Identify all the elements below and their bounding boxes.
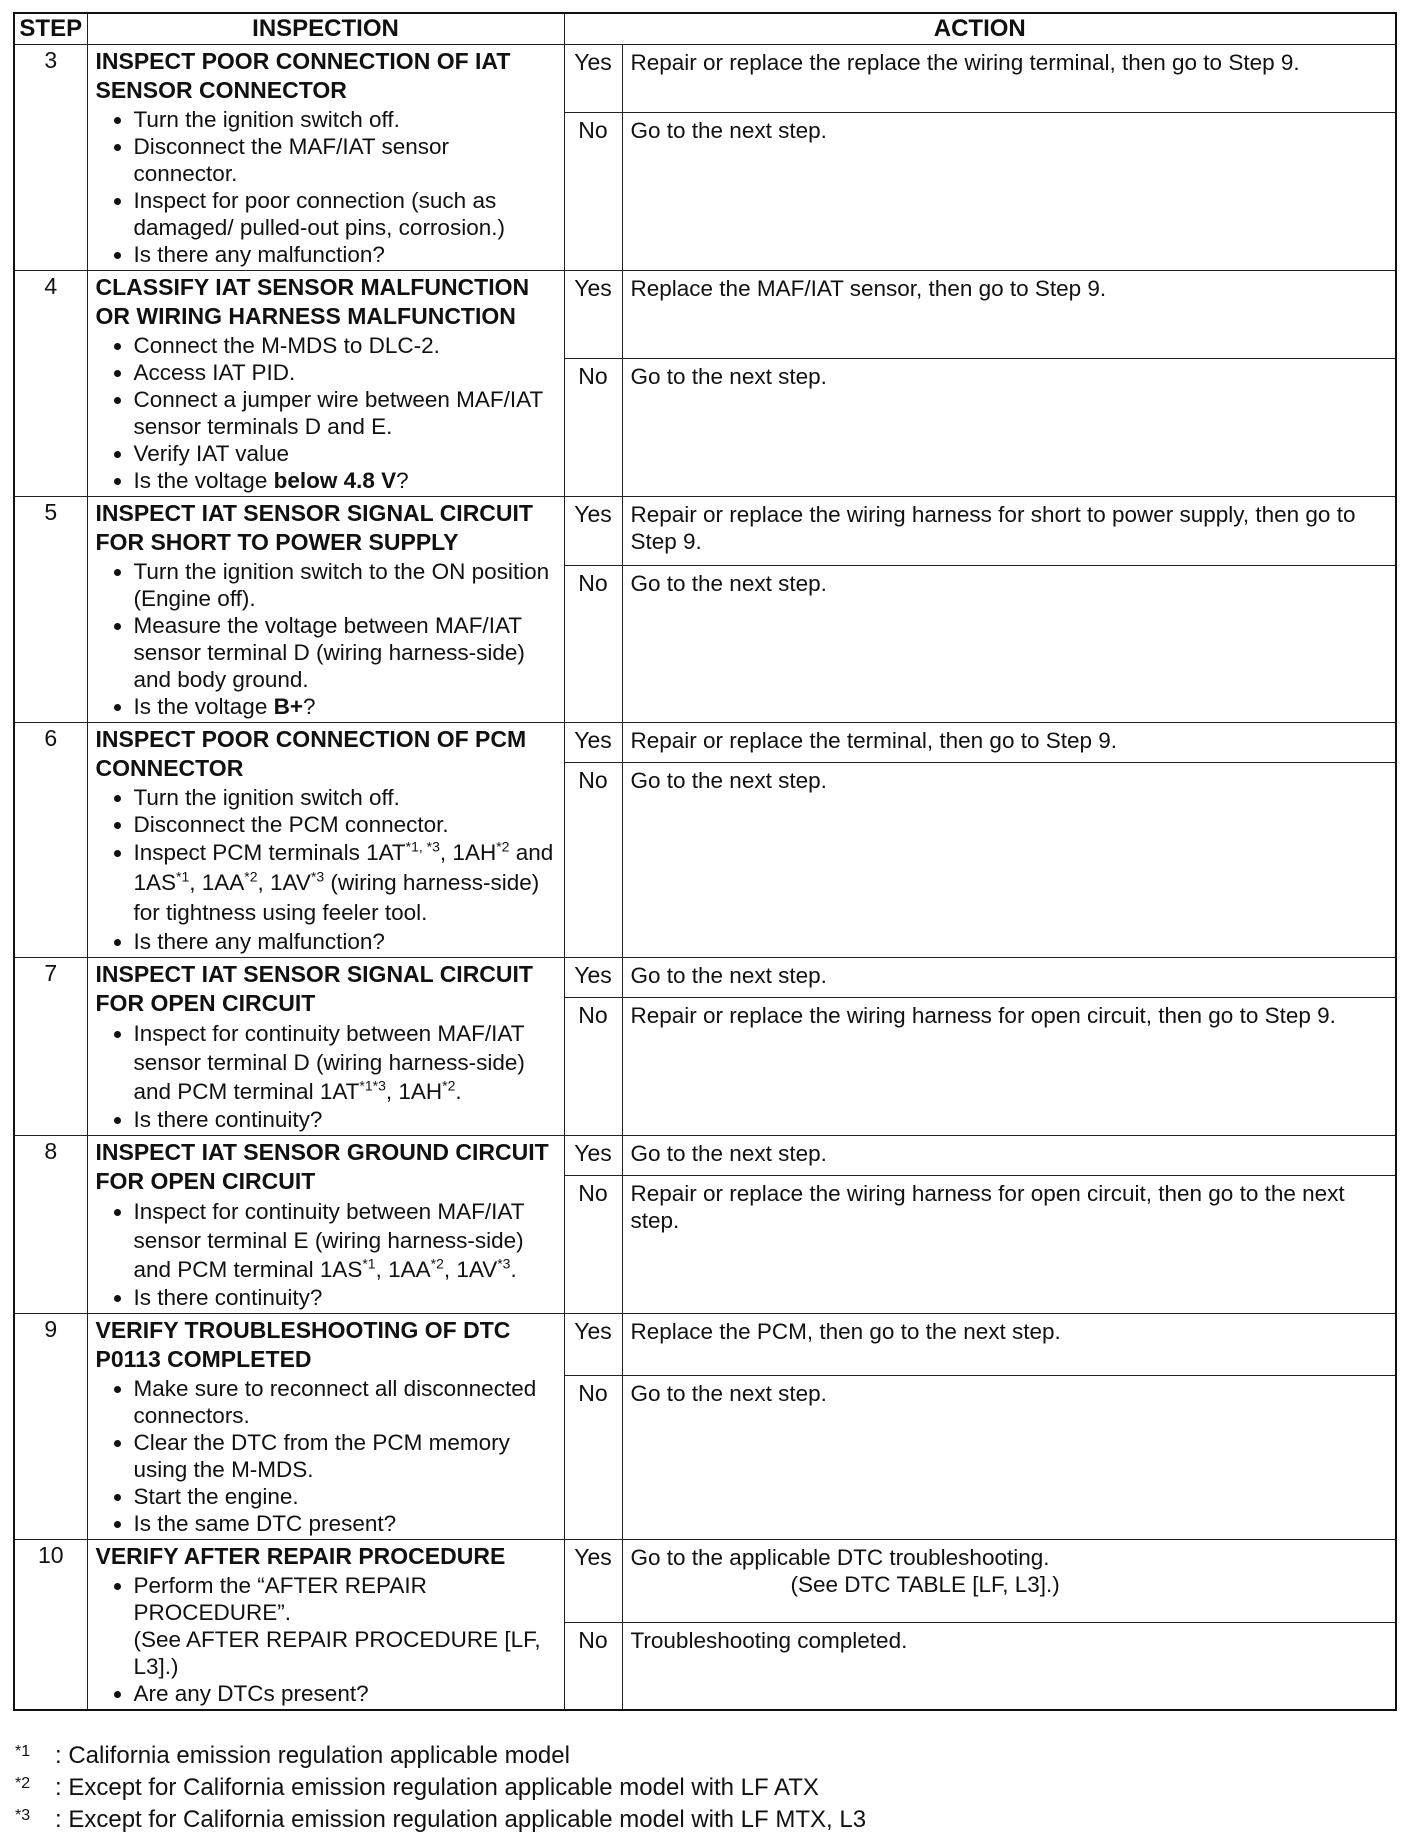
step-number: 10 xyxy=(14,1540,87,1711)
bullet: • Is there continuity? xyxy=(134,1284,556,1311)
inspection-cell xyxy=(87,271,564,497)
inspection-cell xyxy=(87,1314,564,1540)
footnote xyxy=(13,1804,866,1836)
step-4-yes-row xyxy=(14,271,1396,359)
yes-label: Yes xyxy=(564,958,622,998)
no-action: Go to the next step. xyxy=(622,566,1396,723)
yes-label: Yes xyxy=(564,45,622,113)
bullet: • Turn the ignition switch to the ON position (Engine off). xyxy=(134,558,556,612)
step-number: 7 xyxy=(14,958,87,1136)
step-5-yes-row xyxy=(14,497,1396,566)
bullet-text: , 1AH xyxy=(439,840,497,865)
bullet: • Connect a jumper wire between MAF/IAT sensor terminals D and E. xyxy=(134,386,556,440)
bullet: • Access IAT PID. xyxy=(134,359,556,386)
bullet-text: Is the voltage xyxy=(133,694,274,719)
bullet: • Connect the M-MDS to DLC-2. xyxy=(134,332,556,359)
footnote-ref: *2 xyxy=(244,868,258,885)
bullet: • Is there continuity? xyxy=(134,1106,556,1133)
footnote-text: : Except for California emission regulation applicable model with LF MTX, L3 xyxy=(55,1806,867,1833)
bullet-text: , 1AV xyxy=(443,1257,498,1282)
footnote-ref: *3 xyxy=(310,868,325,885)
bullet xyxy=(134,1019,556,1106)
bullet-text: . xyxy=(455,1079,462,1104)
bullet xyxy=(134,1197,556,1284)
step-number: 4 xyxy=(14,271,87,497)
bullet-text: Inspect for continuity between MAF/IAT sensor terminal D (wiring harness-side) and PCM terminal 1AT xyxy=(133,1021,525,1104)
yes-label: Yes xyxy=(564,1540,622,1623)
action-header: ACTION xyxy=(564,13,1396,45)
bullet-text: . xyxy=(510,1257,517,1282)
footnote xyxy=(13,1772,866,1804)
footnote-ref: *1, *3 xyxy=(405,838,440,855)
bullet: • Is there any malfunction? xyxy=(134,928,556,955)
inspection-bullets xyxy=(96,106,556,268)
bullet-text: Inspect for continuity between MAF/IAT sensor terminal E (wiring harness-side) and PCM terminal 1AS xyxy=(133,1199,525,1282)
yes-action-cell xyxy=(622,1540,1396,1623)
bullet xyxy=(134,838,556,928)
yes-label: Yes xyxy=(564,1136,622,1176)
no-action: Go to the next step. xyxy=(622,112,1396,270)
inspection-cell xyxy=(87,1540,564,1711)
inspection-title: VERIFY AFTER REPAIR PROCEDURE xyxy=(95,1543,506,1569)
inspection-bullets xyxy=(96,784,556,955)
footnote xyxy=(13,1740,866,1772)
bullet: • Disconnect the PCM connector. xyxy=(134,811,556,838)
inspection-cell xyxy=(87,958,564,1136)
bullet: • Measure the voltage between MAF/IAT sensor terminal D (wiring harness-side) and body ground. xyxy=(134,612,556,693)
inspection-title: INSPECT POOR CONNECTION OF PCM CONNECTOR xyxy=(95,726,527,781)
yes-label: Yes xyxy=(564,1314,622,1376)
bullet xyxy=(134,467,556,494)
inspection-title: VERIFY TROUBLESHOOTING OF DTC P0113 COMPLETED xyxy=(95,1317,511,1372)
bullet: • Verify IAT value xyxy=(134,440,556,467)
inspection-bullets xyxy=(96,1572,556,1707)
inspection-cell xyxy=(87,497,564,723)
inspection-header: INSPECTION xyxy=(87,13,564,45)
document-page xyxy=(13,12,1395,1711)
no-action: Go to the next step. xyxy=(622,359,1396,497)
step-header: STEP xyxy=(14,13,87,45)
no-label: No xyxy=(564,359,622,497)
bullet-text: Is the voltage xyxy=(133,468,274,493)
yes-action: Go to the next step. xyxy=(622,1136,1396,1176)
no-label: No xyxy=(564,763,622,958)
no-label: No xyxy=(564,1175,622,1313)
bullet-text: ? xyxy=(396,468,409,493)
inspection-bullets xyxy=(96,1375,556,1537)
footnote-text: : Except for California emission regulation applicable model with LF ATX xyxy=(55,1774,819,1801)
inspection-bullets xyxy=(96,558,556,720)
inspection-cell xyxy=(87,1136,564,1314)
footnote-text: : California emission regulation applicable model xyxy=(55,1742,570,1769)
footnote-ref: *2 xyxy=(430,1255,444,1272)
footnote-ref: *2 xyxy=(442,1077,456,1094)
inspection-bullets xyxy=(96,332,556,494)
bullet-text: , 1AH xyxy=(385,1079,443,1104)
footnote-mark: *1 xyxy=(15,1743,31,1760)
footnote-mark: *3 xyxy=(15,1807,31,1824)
bullet: • Disconnect the MAF/IAT sensor connector. xyxy=(134,133,556,187)
inspection-title: CLASSIFY IAT SENSOR MALFUNCTION OR WIRING HARNESS MALFUNCTION xyxy=(95,274,530,329)
no-label: No xyxy=(564,1623,622,1710)
yes-action: Go to the next step. xyxy=(622,958,1396,998)
yes-label: Yes xyxy=(564,723,622,763)
troubleshooting-table xyxy=(13,12,1397,1711)
inspection-title: INSPECT IAT SENSOR SIGNAL CIRCUIT FOR OPEN CIRCUIT xyxy=(95,961,533,1016)
bullet-text: and 1AS xyxy=(133,840,554,895)
footnote-ref: *1*3 xyxy=(359,1077,386,1094)
dtc-table-link[interactable]: (See DTC TABLE [LF, L3].) xyxy=(790,1572,1060,1597)
yes-action: Repair or replace the wiring harness for short to power supply, then go to Step 9. xyxy=(622,497,1396,566)
no-label: No xyxy=(564,1375,622,1539)
yes-action: Replace the MAF/IAT sensor, then go to Step 9. xyxy=(622,271,1396,359)
bullet: • Is the same DTC present? xyxy=(134,1510,556,1537)
bullet-text: Inspect PCM terminals 1AT xyxy=(133,840,406,865)
step-10-yes-row xyxy=(14,1540,1396,1623)
bullet: • Make sure to reconnect all disconnected connectors. xyxy=(134,1375,556,1429)
bullet: • Is there any malfunction? xyxy=(134,241,556,268)
step-number: 5 xyxy=(14,497,87,723)
after-repair-link[interactable]: (See AFTER REPAIR PROCEDURE [LF, L3].) xyxy=(133,1627,541,1679)
no-label: No xyxy=(564,566,622,723)
bullet: • Are any DTCs present? xyxy=(134,1680,556,1707)
yes-action: Replace the PCM, then go to the next step. xyxy=(622,1314,1396,1376)
yes-label: Yes xyxy=(564,271,622,359)
bullet-text: , 1AV xyxy=(257,870,311,895)
yes-action: Go to the applicable DTC troubleshooting. xyxy=(630,1545,1050,1570)
bullet xyxy=(134,1572,556,1680)
inspection-title: INSPECT IAT SENSOR SIGNAL CIRCUIT FOR SHORT TO POWER SUPPLY xyxy=(95,500,533,555)
step-6-yes-row xyxy=(14,723,1396,763)
bullet-text: , 1AA xyxy=(189,870,245,895)
footnote-ref: *1 xyxy=(176,868,190,885)
footnotes xyxy=(13,1740,866,1836)
bullet-text: , 1AA xyxy=(375,1257,431,1282)
bullet: • Turn the ignition switch off. xyxy=(134,784,556,811)
bullet-text: (wiring harness-side) for tightness using feeler tool. xyxy=(133,870,540,925)
bullet-text: Perform the “AFTER REPAIR PROCEDURE”. xyxy=(133,1573,427,1625)
inspection-title: INSPECT POOR CONNECTION OF IAT SENSOR CONNECTOR xyxy=(95,48,511,103)
step-8-yes-row xyxy=(14,1136,1396,1176)
step-number: 8 xyxy=(14,1136,87,1314)
footnote-ref: *2 xyxy=(496,838,510,855)
yes-label: Yes xyxy=(564,497,622,566)
step-3-yes-row xyxy=(14,45,1396,113)
bullet xyxy=(134,693,556,720)
step-7-yes-row xyxy=(14,958,1396,998)
inspection-cell xyxy=(87,723,564,958)
bullet: • Turn the ignition switch off. xyxy=(134,106,556,133)
footnote-mark: *2 xyxy=(15,1775,31,1792)
header-row xyxy=(14,13,1396,45)
yes-action: Repair or replace the terminal, then go to Step 9. xyxy=(622,723,1396,763)
footnote-ref: *3 xyxy=(497,1255,511,1272)
bullet: • Inspect for poor connection (such as damaged/ pulled-out pins, corrosion.) xyxy=(134,187,556,241)
no-action: Go to the next step. xyxy=(622,1375,1396,1539)
step-number: 6 xyxy=(14,723,87,958)
step-number: 3 xyxy=(14,45,87,271)
no-action: Repair or replace the wiring harness for open circuit, then go to Step 9. xyxy=(622,997,1396,1135)
inspection-bullets xyxy=(96,1019,556,1133)
no-label: No xyxy=(564,112,622,270)
inspection-cell xyxy=(87,45,564,271)
yes-action: Repair or replace the replace the wiring terminal, then go to Step 9. xyxy=(622,45,1396,113)
no-label: No xyxy=(564,997,622,1135)
no-action: Troubleshooting completed. xyxy=(622,1623,1396,1710)
bullet-bold: B+ xyxy=(273,694,303,719)
inspection-title: INSPECT IAT SENSOR GROUND CIRCUIT FOR OPEN CIRCUIT xyxy=(95,1139,549,1194)
bullet: • Start the engine. xyxy=(134,1483,556,1510)
step-number: 9 xyxy=(14,1314,87,1540)
footnote-ref: *1 xyxy=(362,1255,376,1272)
inspection-bullets xyxy=(96,1197,556,1311)
bullet-text: ? xyxy=(302,694,316,719)
step-9-yes-row xyxy=(14,1314,1396,1376)
bullet-bold: below 4.8 V xyxy=(273,468,397,493)
no-action: Repair or replace the wiring harness for open circuit, then go to the next step. xyxy=(622,1175,1396,1313)
no-action: Go to the next step. xyxy=(622,763,1396,958)
bullet: • Clear the DTC from the PCM memory using the M-MDS. xyxy=(134,1429,556,1483)
